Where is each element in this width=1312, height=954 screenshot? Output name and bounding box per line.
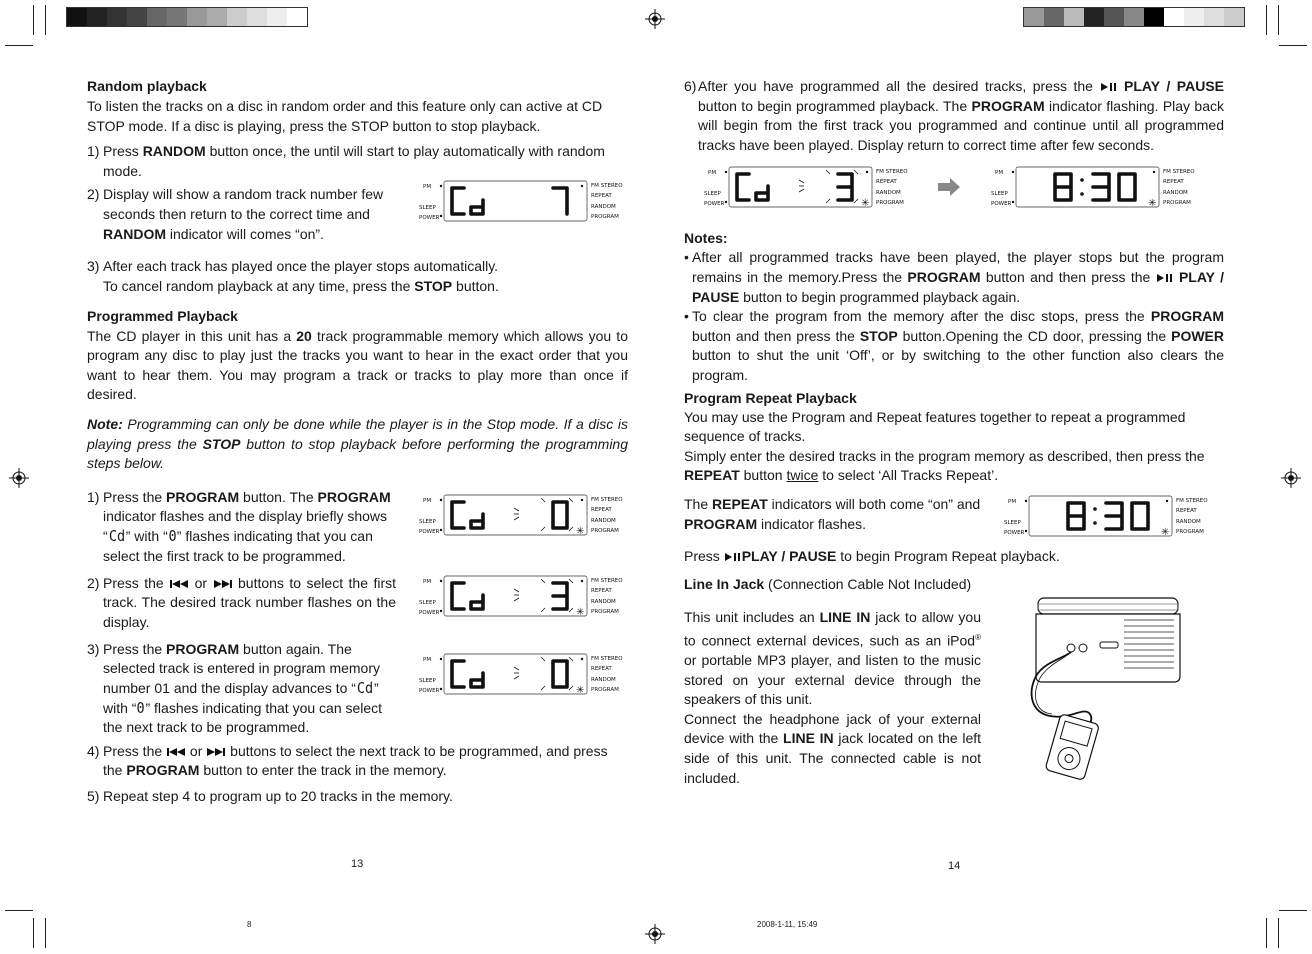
color-calibration-bar-left [66,7,308,27]
press-play-pause: Press PLAY / PAUSE to begin Program Repeat playback. [684,547,1060,564]
svg-text:FM STEREO: FM STEREO [591,496,623,503]
svg-text:REPEAT: REPEAT [1163,179,1184,186]
svg-text:FM STEREO: FM STEREO [1176,497,1208,504]
note-2: • To clear the program from the memory after the disc stops, press the PROGRAM button and then press the STOP button.Opening the CD door, pressing the POWER button to shut the unit ‘Off’, or by switching to the other function also clears the program. [684,308,1224,383]
svg-text:FM STEREO: FM STEREO [591,577,623,584]
left-page [87,77,628,807]
registration-mark-bottom [645,924,665,944]
note-1: • After all programmed tracks have been played, the player stops but the program remains in the memory.Press the PROGRAM button and then press the PLAY / PAUSE button to begin programmed playback again. [684,249,1224,305]
svg-text:FM STEREO: FM STEREO [1163,169,1195,176]
svg-text:SLEEP: SLEEP [991,191,1008,198]
program-step-3: 3) Press the PROGRAM button again. The selected track is entered in program memory number 01 and the display advances to “Cd” with “0” flashes indicating that you can select the next track to be programmed. [87,640,383,736]
program-step-6: 6) After you have programmed all the desired tracks, press the PLAY / PAUSE button to begin programmed playback. The PROGRAM indicator flashing. Play back will begin from the first track you programmed and continue until all programmed tracks have been played. Display return to correct time after few seconds. [684,78,1224,153]
zero-glyph: 0 [136,698,146,717]
svg-text:RANDOM: RANDOM [1176,518,1201,525]
svg-text:POWER: POWER [704,201,725,208]
color-swatch [167,8,187,26]
svg-text:RANDOM: RANDOM [591,598,616,605]
play-pause-icon [1156,273,1174,283]
crop-mark [1278,918,1279,948]
lcd-display-random [419,180,623,222]
svg-text:✳: ✳ [576,684,585,696]
step-number: 3) [87,258,100,275]
svg-text:PM: PM [423,184,432,191]
svg-text:PROGRAM: PROGRAM [1176,528,1204,535]
right-page [684,77,1224,788]
crop-mark [45,5,46,35]
line-in-heading: Line In Jack (Connection Cable Not Included) [684,575,972,592]
random-step-2-row [87,185,628,251]
color-swatch [1064,8,1084,26]
step-number: 2) [87,186,100,203]
programmed-intro: The CD player in this unit has a 20 track programmable memory which allows you to program any disc to play just the tracks you want to hear in the exact order that you want to hear them. You may program a track or tracks to play more than once if desired. [87,327,628,403]
svg-text:RANDOM: RANDOM [591,517,616,524]
registration-mark-top [645,9,665,29]
page-number-left: 13 [351,858,364,870]
color-swatch [127,8,147,26]
step-number: 1) [87,488,100,505]
step-number: 3) [87,640,100,657]
svg-text:REPEAT: REPEAT [591,193,612,200]
registration-mark-right [1281,468,1301,488]
color-swatch [1144,8,1164,26]
color-swatch [287,8,307,26]
svg-text:REPEAT: REPEAT [591,665,612,672]
crop-mark [1278,5,1279,35]
svg-text:PM: PM [423,497,432,504]
color-swatch [1024,8,1044,26]
line-in-paragraph-2: Connect the headphone jack of your external device with the LINE IN jack located on the left side of this unit. The connected cable is not included. [684,710,982,786]
svg-text:POWER: POWER [419,609,440,616]
svg-text:PROGRAM: PROGRAM [1163,200,1191,207]
lcd-display-program-cd0-next [419,653,623,696]
program-step-1-row [87,488,628,568]
play-pause-icon [1100,82,1118,92]
step-number: 1) [87,143,100,160]
svg-text:SLEEP: SLEEP [419,518,436,525]
svg-text:✳: ✳ [1161,526,1170,538]
cd-glyph: Cd [108,526,125,545]
color-swatch [1104,8,1124,26]
color-swatch [1184,8,1204,26]
program-repeat-row [684,495,1224,547]
cd-glyph: Cd [356,678,374,697]
crop-mark [5,910,33,911]
program-repeat-p2: Simply enter the desired tracks in the program memory as described, then press the REPEAT button twice to select ‘All Tracks Repeat’. [684,447,1205,484]
step-number: 4) [87,742,100,759]
program-repeat-p3: The REPEAT indicators will both come “on” and PROGRAM indicator flashes. [684,495,981,532]
svg-text:POWER: POWER [419,215,440,222]
svg-text:POWER: POWER [419,687,440,694]
svg-text:FM STEREO: FM STEREO [591,183,623,190]
next-track-icon [213,579,233,589]
step-number: 5) [87,787,100,804]
lcd-display-cd3 [704,166,908,210]
svg-text:POWER: POWER [1004,529,1025,536]
svg-text:PROGRAM: PROGRAM [591,214,619,221]
svg-text:PROGRAM: PROGRAM [591,527,619,534]
zero-glyph: 0 [168,526,177,545]
page-number-right: 14 [948,860,961,872]
svg-text:PM: PM [423,656,432,663]
random-step-3: 3) After each track has played once the player stops automatically. To cancel random playback at any time, press the STOP button. [87,258,499,294]
color-calibration-bar-right [1023,7,1245,27]
previous-track-icon [169,579,189,589]
color-swatch [87,8,107,26]
svg-text:✳: ✳ [1148,198,1157,210]
program-step-4: 4) Press the or buttons to select the next track to be programmed, and press the PROGRAM button to enter the track in the memory. [87,742,608,779]
svg-text:✳: ✳ [576,525,585,537]
random-step-2: 2) Display will show a random track number few seconds then return to the correct time and RANDOM indicator will comes “on”. [87,186,384,242]
lcd-display-program-cd3 [419,575,623,618]
svg-text:SLEEP: SLEEP [1004,519,1021,526]
crop-mark [45,918,46,948]
svg-text:PM: PM [995,170,1004,177]
color-swatch [1204,8,1224,26]
random-playback-heading: Random playback [87,78,207,94]
color-swatch [247,8,267,26]
color-swatch [1224,8,1244,26]
footer-left: 8 [247,920,252,929]
step-6-displays [684,166,1224,214]
color-swatch [1124,8,1144,26]
svg-text:PROGRAM: PROGRAM [591,686,619,693]
svg-text:SLEEP: SLEEP [419,677,436,684]
color-swatch [1164,8,1184,26]
svg-text:PROGRAM: PROGRAM [876,200,904,207]
color-swatch [1044,8,1064,26]
line-in-section [684,608,1224,788]
crop-mark [33,5,34,35]
program-step-2-row [87,574,628,638]
svg-text:PM: PM [1008,498,1017,505]
program-step-1: 1) Press the PROGRAM button. The PROGRAM indicator flashes and the display briefly shows “Cd” with “0” flashes indicating that you can select the first track to be programmed. [87,488,391,564]
svg-text:REPEAT: REPEAT [876,179,897,186]
svg-text:POWER: POWER [991,201,1012,208]
crop-mark [1266,5,1267,35]
random-playback-intro: To listen the tracks on a disc in random order and this feature only can active at CD STOP mode. If a disc is playing, press the STOP button to stop playback. [87,98,603,134]
lcd-display-program-cd0 [419,494,623,537]
svg-text:REPEAT: REPEAT [591,587,612,594]
color-swatch [227,8,247,26]
crop-mark [1266,918,1267,948]
play-pause-icon [724,552,742,562]
footer-timestamp: 2008-1-11, 15:49 [757,920,818,929]
svg-text:✳: ✳ [576,606,585,618]
svg-text:FM STEREO: FM STEREO [876,169,908,176]
svg-text:PROGRAM: PROGRAM [591,608,619,615]
crop-mark [5,45,33,46]
notes-heading: Notes: [684,230,728,247]
color-swatch [147,8,167,26]
svg-text:REPEAT: REPEAT [591,506,612,513]
color-swatch [187,8,207,26]
program-step-2: 2) Press the or buttons to select the first track. The desired track number flashes on the display. [87,574,397,630]
color-swatch [1084,8,1104,26]
svg-text:RANDOM: RANDOM [876,190,901,197]
color-swatch [67,8,87,26]
lcd-display-time-830 [991,166,1195,210]
svg-text:REPEAT: REPEAT [1176,507,1197,514]
line-in-paragraph: This unit includes an LINE IN jack to allow you to connect external devices, such as an iPod® or portable MP3 player, and listen to the music stored on your external device through the speakers of this unit. [684,609,982,708]
svg-text:PM: PM [708,170,717,177]
lcd-display-repeat-830 [1004,495,1208,538]
svg-text:PM: PM [423,578,432,585]
arrow-right-icon [938,178,960,196]
svg-text:RANDOM: RANDOM [591,204,616,211]
step-number: 6) [684,78,697,94]
program-repeat-heading: Program Repeat Playback [684,389,857,406]
color-swatch [107,8,127,26]
svg-text:SLEEP: SLEEP [419,205,436,212]
color-swatch [207,8,227,26]
crop-mark [1279,45,1307,46]
next-track-icon [206,747,226,757]
previous-track-icon [166,747,186,757]
crop-mark [1279,910,1307,911]
svg-text:FM STEREO: FM STEREO [591,655,623,662]
program-step-5: 5) Repeat step 4 to program up to 20 tracks in the memory. [87,787,628,807]
svg-text:✳: ✳ [861,198,870,210]
color-swatch [267,8,287,26]
crop-mark [33,918,34,948]
svg-text:RANDOM: RANDOM [1163,190,1188,197]
step-number: 2) [87,574,100,591]
registration-mark-left [9,468,29,488]
program-step-3-row [87,640,628,738]
random-step-1: 1) Press RANDOM button once, the until will start to play automatically with random mode. [87,143,605,179]
programmed-note: Note: Programming can only be done while the player is in the Stop mode. If a disc is playing press the STOP button to stop playback before performing the programming steps below. [87,415,629,472]
programmed-playback-heading: Programmed Playback [87,307,238,324]
svg-text:SLEEP: SLEEP [419,599,436,606]
svg-text:SLEEP: SLEEP [704,191,721,198]
program-repeat-p1: You may use the Program and Repeat features together to repeat a programmed sequence of tracks. [684,408,1186,445]
svg-text:RANDOM: RANDOM [591,676,616,683]
svg-text:POWER: POWER [419,528,440,535]
line-in-illustration [1024,596,1184,776]
